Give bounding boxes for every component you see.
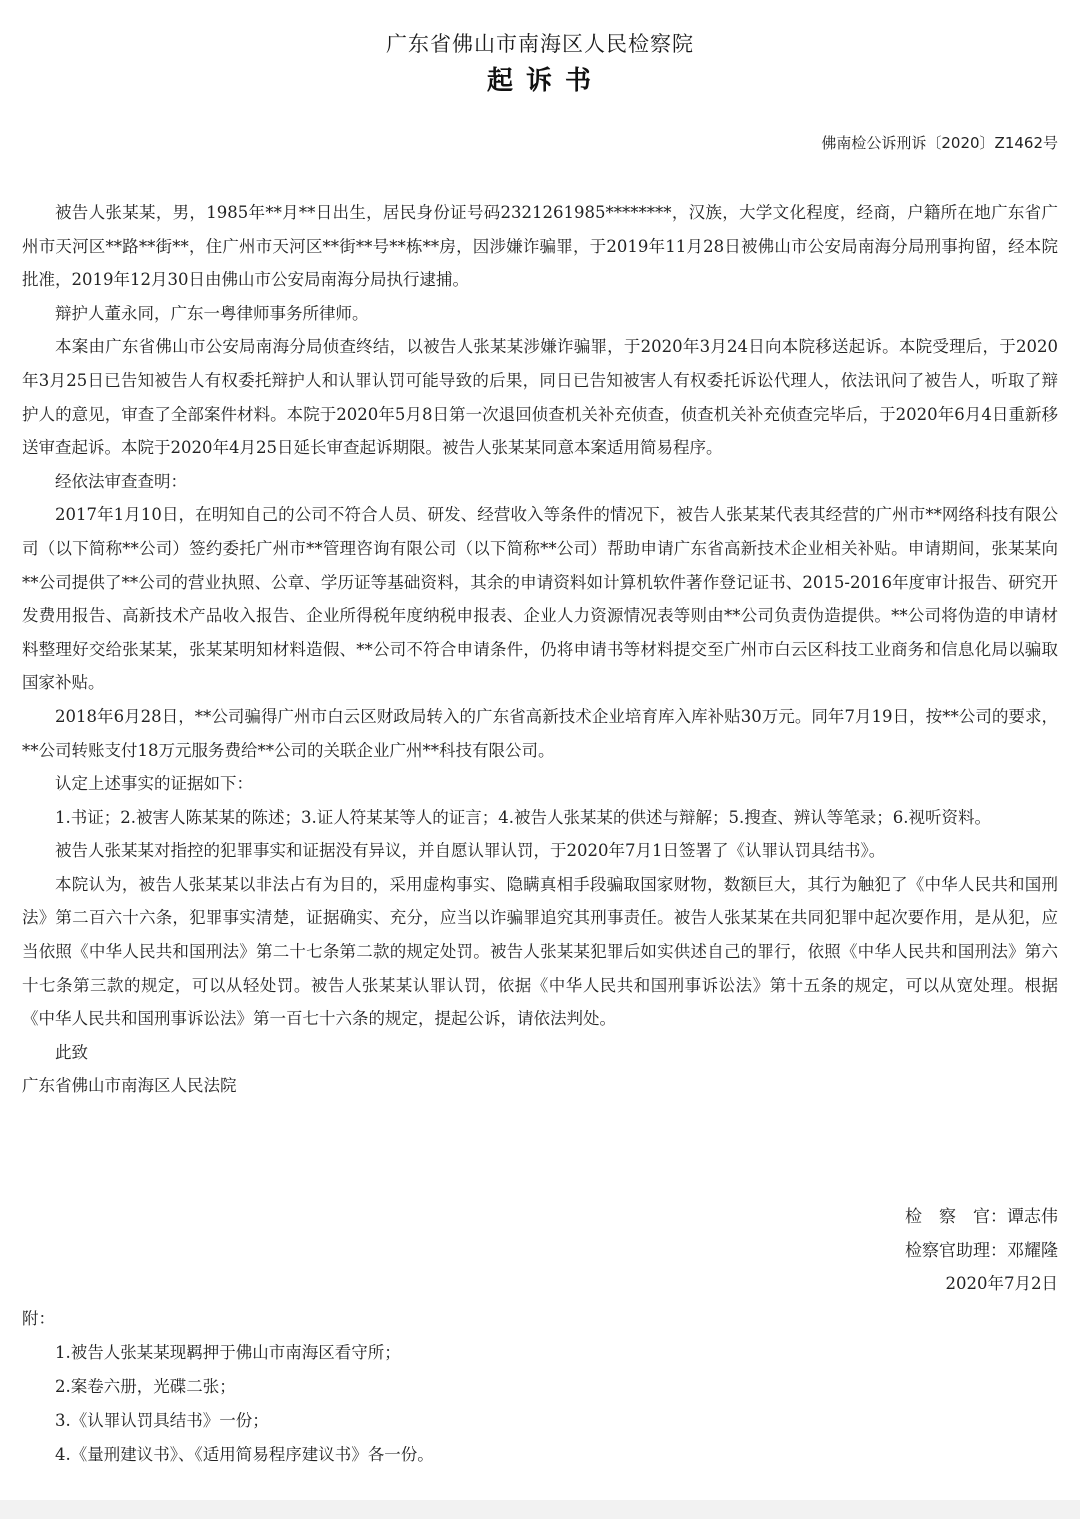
document-body — [22, 196, 1058, 1103]
prosecutor-name: 谭志伟 — [1007, 1207, 1058, 1227]
attachment-item: 3.《认罪认罚具结书》一份； — [55, 1411, 269, 1430]
bottom-margin-bar — [0, 1500, 1080, 1519]
evidence-heading: 认定上述事实的证据如下： — [55, 774, 253, 794]
document-title: 起 诉 书 — [486, 66, 594, 96]
assistant-name: 邓耀隆 — [1007, 1241, 1058, 1261]
procedure-paragraph: 本案由广东省佛山市公安局南海分局侦查终结，以被告人张某某涉嫌诈骗罪，于2020年3月24日向本院移送起诉。本院受理后，于2020年3月25日已告知被告人有权委托辩护人和认罪认罚可能导致的后果，同日已告知被害人有权委托诉讼代理人，依法讯问了被告人，听取了辩护人的意见，审查了全部案件材料。本院于2020年5月8日第一次退回侦查机关补充侦查，侦查机关补充侦查完毕后，于2020年6月4日重新移送审查起诉。本院于2020年4月25日延长审查起诉期限。被告人张某某同意本案适用简易程序。 — [22, 337, 1058, 458]
attachments — [22, 1302, 1058, 1472]
attachments-heading: 附： — [22, 1309, 55, 1328]
document-date: 2020年7月2日 — [945, 1274, 1058, 1293]
facts-paragraph-2: 2018年6月28日，**公司骗得广州市白云区财政局转入的广东省高新技术企业培育库入库补贴30万元。同年7月19日，按**公司的要求，**公司转账支付18万元服务费给**公司的关联企业广州**科技有限公司。 — [22, 706, 1058, 760]
conclusion-paragraph: 本院认为，被告人张某某以非法占有为目的，采用虚构事实、隐瞒真相手段骗取国家财物，数额巨大，其行为触犯了《中华人民共和国刑法》第二百六十六条，犯罪事实清楚，证据确实、充分，应当以诈骗罪追究其刑事责任。被告人张某某在共同犯罪中起次要作用，是从犯，应当依照《中华人民共和国刑法》第二十七条第二款的规定处罚。被告人张某某犯罪后如实供述自己的罪行，依照《中华人民共和国刑法》第六十七条第三款的规定，可以从轻处罚。被告人张某某认罪认罚，依据《中华人民共和国刑事诉讼法》第十五条的规定，可以从宽处理。根据《中华人民共和国刑事诉讼法》第一百七十六条的规定，提起公诉，请依法判处。 — [22, 874, 1058, 1029]
defendant-paragraph: 被告人张某某，男，1985年**月**日出生，居民身份证号码2321261985********，汉族，大学文化程度，经商，户籍所在地广东省广州市天河区**路**街**，住广州市天河区**街**号**栋**房，因涉嫌诈骗罪，于2019年11月28日被佛山市公安局南海分局刑事拘留，经本院批准，2019年12月30日由佛山市公安局南海分局执行逮捕。 — [22, 203, 1058, 290]
plea-paragraph: 被告人张某某对指控的犯罪事实和证据没有异议，并自愿认罪认罚，于2020年7月1日签署了《认罪认罚具结书》。 — [55, 841, 886, 861]
attachment-item: 4.《量刑建议书》、《适用简易程序建议书》各一份。 — [55, 1445, 434, 1464]
facts-paragraph-1: 2017年1月10日，在明知自己的公司不符合人员、研发、经营收入等条件的情况下，被告人张某某代表其经营的广州市**网络科技有限公司（以下简称**公司）签约委托广州市**管理咨询有限公司（以下简称**公司）帮助申请广东省高新技术企业相关补贴。申请期间，张某某向**公司提供了**公司的营业执照、公章、学历证等基础资料，其余的申请资料如计算机软件著作登记证书、2015-2016年度审计报告、研究开发费用报告、高新技术产品收入报告、企业所得税年度纳税申报表、企业人力资源情况表等则由**公司负责伪造提供。**公司将伪造的申请材料整理好交给张某某，张某某明知材料造假、**公司不符合申请条件，仍将申请书等材料提交至广州市白云区科技工业商务和信息化局以骗取国家补贴。 — [22, 505, 1058, 693]
assistant-signature — [905, 1236, 1058, 1261]
issuing-organization: 广东省佛山市南海区人民检察院 — [386, 32, 694, 56]
assistant-role: 检察官助理： — [905, 1241, 1007, 1261]
evidence-list: 1.书证；2.被害人陈某某的陈述；3.证人符某某等人的证言；4.被告人张某某的供述与辩解；5.搜查、辨认等笔录；6.视听资料。 — [55, 807, 991, 827]
attachment-item: 1.被告人张某某现羁押于佛山市南海区看守所； — [55, 1343, 401, 1362]
salutation: 此致 — [55, 1042, 88, 1062]
addressee: 广东省佛山市南海区人民法院 — [22, 1076, 237, 1096]
prosecutor-role: 检 察 官： — [905, 1207, 1007, 1227]
defender-paragraph: 辩护人董永同，广东一粤律师事务所律师。 — [55, 303, 369, 323]
findings-heading: 经依法审查查明： — [55, 471, 187, 491]
prosecutor-signature — [905, 1202, 1058, 1227]
attachment-item: 2.案卷六册，光碟二张； — [55, 1377, 236, 1396]
case-number: 佛南检公诉刑诉〔2020〕Z1462号 — [821, 134, 1058, 152]
